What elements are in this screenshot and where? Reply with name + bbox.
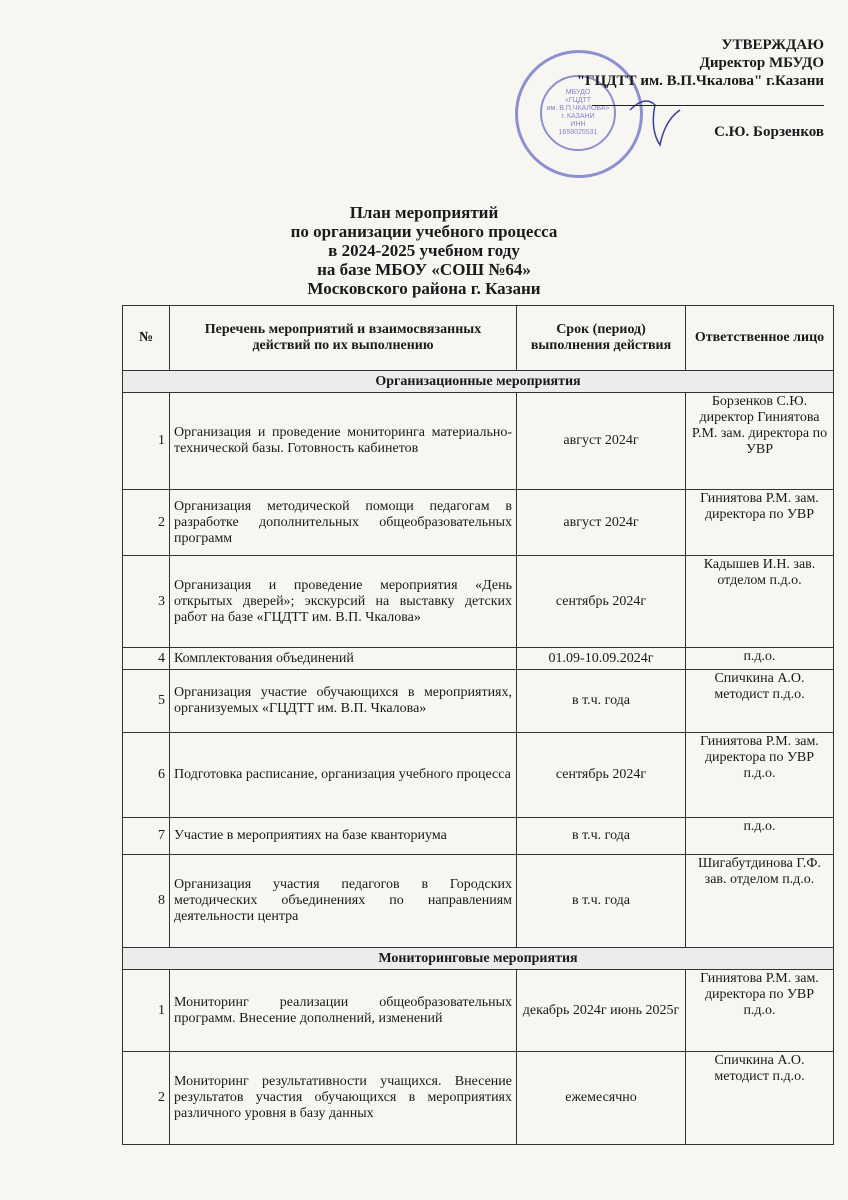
table-row — [123, 818, 834, 855]
row-responsible: Спичкина А.О. методист п.д.о. — [686, 1052, 834, 1145]
row-action: Организация и проведение мониторинга материально-технической базы. Готовность кабинетов — [170, 393, 517, 490]
approval-organization: "ГЦДТТ им. В.П.Чкалова" г.Казани — [576, 73, 824, 89]
row-responsible: Гиниятова Р.М. зам. директора по УВР п.д.о. — [686, 733, 834, 818]
stamp-text: 1658025531 — [558, 129, 598, 136]
row-number: 1 — [123, 393, 170, 490]
row-action: Организация участия педагогов в Городских методических объединениях по направлениям деятельности центра — [170, 855, 517, 948]
table-row — [123, 970, 834, 1052]
row-number: 3 — [123, 556, 170, 648]
document-title — [0, 203, 848, 298]
row-responsible: Борзенков С.Ю. директор Гиниятова Р.М. зам. директора по УВР — [686, 393, 834, 490]
approval-heading: УТВЕРЖДАЮ — [721, 37, 824, 53]
row-term: август 2024г — [517, 393, 686, 490]
table-row — [123, 855, 834, 948]
row-responsible: Гиниятова Р.М. зам. директора по УВР — [686, 490, 834, 556]
section-title: Организационные мероприятия — [123, 371, 834, 393]
row-number: 2 — [123, 1052, 170, 1145]
row-number: 5 — [123, 670, 170, 733]
section-row — [123, 371, 834, 393]
row-term: сентябрь 2024г — [517, 556, 686, 648]
table-row — [123, 648, 834, 670]
plan-table — [122, 305, 834, 1145]
approval-position: Директор МБУДО — [699, 55, 824, 71]
row-action: Организация и проведение мероприятия «День открытых дверей»; экскурсий на выставку детских работ на базе «ГЦДТТ им. В.П. Чкалова» — [170, 556, 517, 648]
section-row — [123, 948, 834, 970]
row-number: 6 — [123, 733, 170, 818]
row-term: ежемесячно — [517, 1052, 686, 1145]
stamp-text: «ГЦДТТ — [564, 97, 592, 104]
header-responsible: Ответственное лицо — [686, 306, 834, 371]
title-line: на базе МБОУ «СОШ №64» — [317, 260, 531, 279]
row-responsible: Спичкина А.О. методист п.д.о. — [686, 670, 834, 733]
row-term: в т.ч. года — [517, 670, 686, 733]
row-action: Комплектования объединений — [170, 648, 517, 670]
title-line: в 2024-2025 учебном году — [328, 241, 520, 260]
stamp-text: МБУДО — [565, 89, 591, 96]
row-number: 1 — [123, 970, 170, 1052]
row-number: 4 — [123, 648, 170, 670]
row-term: 01.09-10.09.2024г — [517, 648, 686, 670]
row-action: Мониторинг результативности учащихся. Внесение результатов участия обучающихся в мероприятиях различного уровня в базу данных — [170, 1052, 517, 1145]
table-row — [123, 670, 834, 733]
row-responsible: Кадышев И.Н. зав. отделом п.д.о. — [686, 556, 834, 648]
signer-name: С.Ю. Борзенков — [714, 124, 824, 140]
row-term: в т.ч. года — [517, 818, 686, 855]
row-responsible: п.д.о. — [686, 818, 834, 855]
row-number: 8 — [123, 855, 170, 948]
row-action: Организация участие обучающихся в мероприятиях, организуемых «ГЦДТТ им. В.П. Чкалова» — [170, 670, 517, 733]
title-line: по организации учебного процесса — [290, 222, 558, 241]
table-row — [123, 393, 834, 490]
header-number: № — [123, 306, 170, 371]
approval-block — [577, 36, 824, 90]
row-term: сентябрь 2024г — [517, 733, 686, 818]
stamp-text: ИНН — [570, 121, 586, 128]
stamp-text: им. В.П.ЧКАЛОВА» — [546, 105, 610, 112]
row-term: август 2024г — [517, 490, 686, 556]
section-title: Мониторинговые мероприятия — [123, 948, 834, 970]
title-line: План мероприятий — [349, 203, 499, 222]
table-row — [123, 490, 834, 556]
row-term: декабрь 2024г июнь 2025г — [517, 970, 686, 1052]
row-responsible: Гиниятова Р.М. зам. директора по УВР п.д.о. — [686, 970, 834, 1052]
row-action: Мониторинг реализации общеобразовательных программ. Внесение дополнений, изменений — [170, 970, 517, 1052]
table-row — [123, 1052, 834, 1145]
table-row — [123, 556, 834, 648]
header-actions: Перечень мероприятий и взаимосвязанных действий по их выполнению — [170, 306, 517, 371]
row-action: Организация методической помощи педагогам в разработке дополнительных общеобразовательных программ — [170, 490, 517, 556]
header-term: Срок (период) выполнения действия — [517, 306, 686, 371]
row-responsible: п.д.о. — [686, 648, 834, 670]
signature-line — [592, 105, 824, 106]
row-action: Участие в мероприятиях на базе кванториума — [170, 818, 517, 855]
signature — [625, 90, 685, 160]
title-line: Московского района г. Казани — [307, 279, 541, 298]
row-responsible: Шигабутдинова Г.Ф. зав. отделом п.д.о. — [686, 855, 834, 948]
row-term: в т.ч. года — [517, 855, 686, 948]
row-action: Подготовка расписание, организация учебного процесса — [170, 733, 517, 818]
table-row — [123, 733, 834, 818]
row-number: 7 — [123, 818, 170, 855]
stamp-text: г. КАЗАНИ — [561, 113, 595, 120]
row-number: 2 — [123, 490, 170, 556]
